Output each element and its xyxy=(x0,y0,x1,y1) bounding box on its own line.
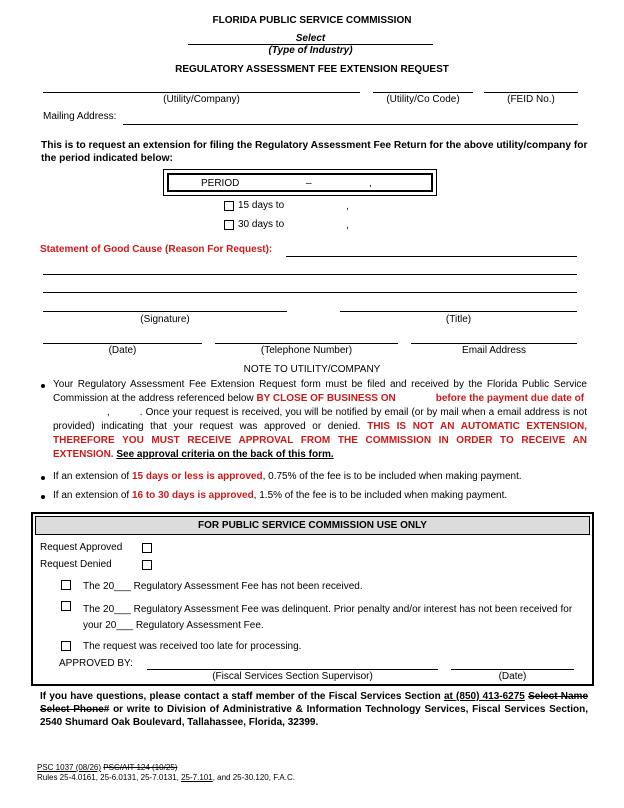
mailing-address-label: Mailing Address: xyxy=(43,111,117,122)
delinquent-text-2: your 20___ Regulatory Assessment Fee. xyxy=(83,620,264,631)
bullet-2-text xyxy=(53,470,587,484)
title-field[interactable] xyxy=(340,311,577,312)
not-received-checkbox[interactable] xyxy=(61,580,71,590)
request-approved-label: Request Approved xyxy=(40,542,123,553)
bullet-1-deadline: BY CLOSE OF BUSINESS ON xyxy=(256,393,396,404)
utility-code-label: (Utility/Co Code) xyxy=(386,94,460,105)
bullet-3-highlight: 16 to 30 days is approved xyxy=(131,490,254,501)
bullet-1-part-1: Your Regulatory Assessment Fee Extension Request form must be filed and received by the Florida Public Service Commission at the address referenced below xyxy=(53,379,587,404)
not-received-text: The 20___ Regulatory Assessment Fee has not been received. xyxy=(83,581,363,592)
utility-company-field[interactable] xyxy=(43,92,360,93)
request-text: This is to request an extension for filing the Regulatory Assessment Fee Return for the above utility/company for the period indicated below: xyxy=(41,140,588,164)
bullet-1-warning: THIS IS NOT AN AUTOMATIC EXTENSION, THEREFORE YOU MUST RECEIVE APPROVAL FROM THE COMMISSION IN ORDER TO RECEIVE AN EXTENSION. xyxy=(53,421,587,460)
bullet-2-post: , 0.75% of the fee is to be included when making payment. xyxy=(262,471,522,482)
note-heading: NOTE TO UTILITY/COMPANY xyxy=(243,364,381,375)
rules-link[interactable]: 25-7.101 xyxy=(181,773,213,782)
approved-by-label: APPROVED BY: xyxy=(59,658,133,669)
good-cause-line-1[interactable] xyxy=(286,256,577,257)
email-field[interactable] xyxy=(411,343,577,344)
bullet-1-text xyxy=(53,378,587,462)
telephone-label: (Telephone Number) xyxy=(260,345,353,356)
signature-label: (Signature) xyxy=(140,314,190,325)
date-label: (Date) xyxy=(108,345,137,356)
contact-struck-text: Select Name Select Phone# xyxy=(40,691,589,715)
extension-15-comma: , xyxy=(346,201,349,212)
approved-date-field[interactable] xyxy=(451,669,574,670)
bullet-2-dot xyxy=(41,476,45,480)
bullet-2-pre: If an extension of xyxy=(53,471,132,482)
bullet-1-due-date: before the payment due date of xyxy=(435,393,585,404)
bullet-3-dot xyxy=(41,495,45,499)
form-id xyxy=(37,763,177,772)
form-id-current: PSC 1037 (08/26) xyxy=(37,763,102,772)
approved-by-field[interactable] xyxy=(147,669,438,670)
utility-company-label: (Utility/Company) xyxy=(163,94,240,105)
industry-select[interactable]: Select xyxy=(295,33,326,44)
approved-date-label: (Date) xyxy=(498,671,527,682)
good-cause-label: Statement of Good Cause (Reason For Request): xyxy=(40,244,273,255)
psc-use-heading: FOR PUBLIC SERVICE COMMISSION USE ONLY xyxy=(198,520,427,531)
request-denied-checkbox[interactable] xyxy=(142,560,152,570)
period-comma: , xyxy=(369,178,372,189)
rules-pre: Rules 25-4.0161, 25-6.0131, 25-7.0131, xyxy=(37,773,182,782)
extension-30-comma: , xyxy=(346,220,349,231)
bullet-1-comma: , xyxy=(107,407,110,418)
bullet-1-dot xyxy=(41,384,45,388)
feid-label: (FEID No.) xyxy=(507,94,555,105)
extension-30-checkbox[interactable] xyxy=(224,220,234,230)
telephone-field[interactable] xyxy=(215,343,398,344)
agency-title: FLORIDA PUBLIC SERVICE COMMISSION xyxy=(212,15,412,26)
extension-15-label: 15 days to xyxy=(238,200,285,211)
date-field[interactable] xyxy=(43,343,202,344)
utility-code-field[interactable] xyxy=(373,92,473,93)
delinquent-text-1: The 20___ Regulatory Assessment Fee was delinquent. Prior penalty and/or interest has not been received for xyxy=(83,604,573,615)
bullet-1-criteria: See approval criteria on the back of this form. xyxy=(116,449,334,460)
supervisor-label: (Fiscal Services Section Supervisor) xyxy=(212,671,373,682)
good-cause-line-3[interactable] xyxy=(43,292,577,293)
request-denied-label: Request Denied xyxy=(40,559,112,570)
period-label: PERIOD xyxy=(201,178,240,189)
contact-part-2: or write to Division of Administrative & Information Technology Services, Fiscal Services Section, 2540 Shumard Oak Boulevard, Tallahassee, Florida, 32399. xyxy=(40,704,589,728)
extension-15-checkbox[interactable] xyxy=(224,201,234,211)
good-cause-line-2[interactable] xyxy=(43,274,577,275)
too-late-text: The request was received too late for processing. xyxy=(83,641,302,652)
form-title: REGULATORY ASSESSMENT FEE EXTENSION REQUEST xyxy=(175,64,449,75)
contact-text xyxy=(40,690,588,729)
delinquent-checkbox[interactable] xyxy=(61,601,71,611)
rules-post: , and 25-30.120, F.A.C. xyxy=(212,773,295,782)
feid-field[interactable] xyxy=(484,92,578,93)
bullet-2-highlight: 15 days or less is approved xyxy=(131,471,263,482)
title-label: (Title) xyxy=(445,314,472,325)
period-dash: – xyxy=(306,178,312,189)
contact-part-1: If you have questions, please contact a staff member of the Fiscal Services Section xyxy=(40,691,444,702)
industry-caption: (Type of Industry) xyxy=(268,45,353,56)
bullet-1-part-5: . Once your request is received, you will be notified by email (or by mail when a email address is not provided) indicating that your request was approved or denied. xyxy=(53,407,587,432)
extension-30-label: 30 days to xyxy=(238,219,285,230)
email-label: Email Address xyxy=(462,345,526,356)
form-id-old: PSC/AIT 124 (10/25) xyxy=(103,763,178,772)
signature-field[interactable] xyxy=(43,311,287,312)
bullet-3-post: , 1.5% of the fee is to be included when making payment. xyxy=(253,490,508,501)
bullet-3-pre: If an extension of xyxy=(53,490,132,501)
rules-text xyxy=(37,773,295,782)
request-approved-checkbox[interactable] xyxy=(142,543,152,553)
mailing-address-field[interactable] xyxy=(123,124,578,125)
bullet-3-text xyxy=(53,489,587,503)
contact-phone: at (850) 413-6275 xyxy=(443,691,525,702)
too-late-checkbox[interactable] xyxy=(61,641,71,651)
